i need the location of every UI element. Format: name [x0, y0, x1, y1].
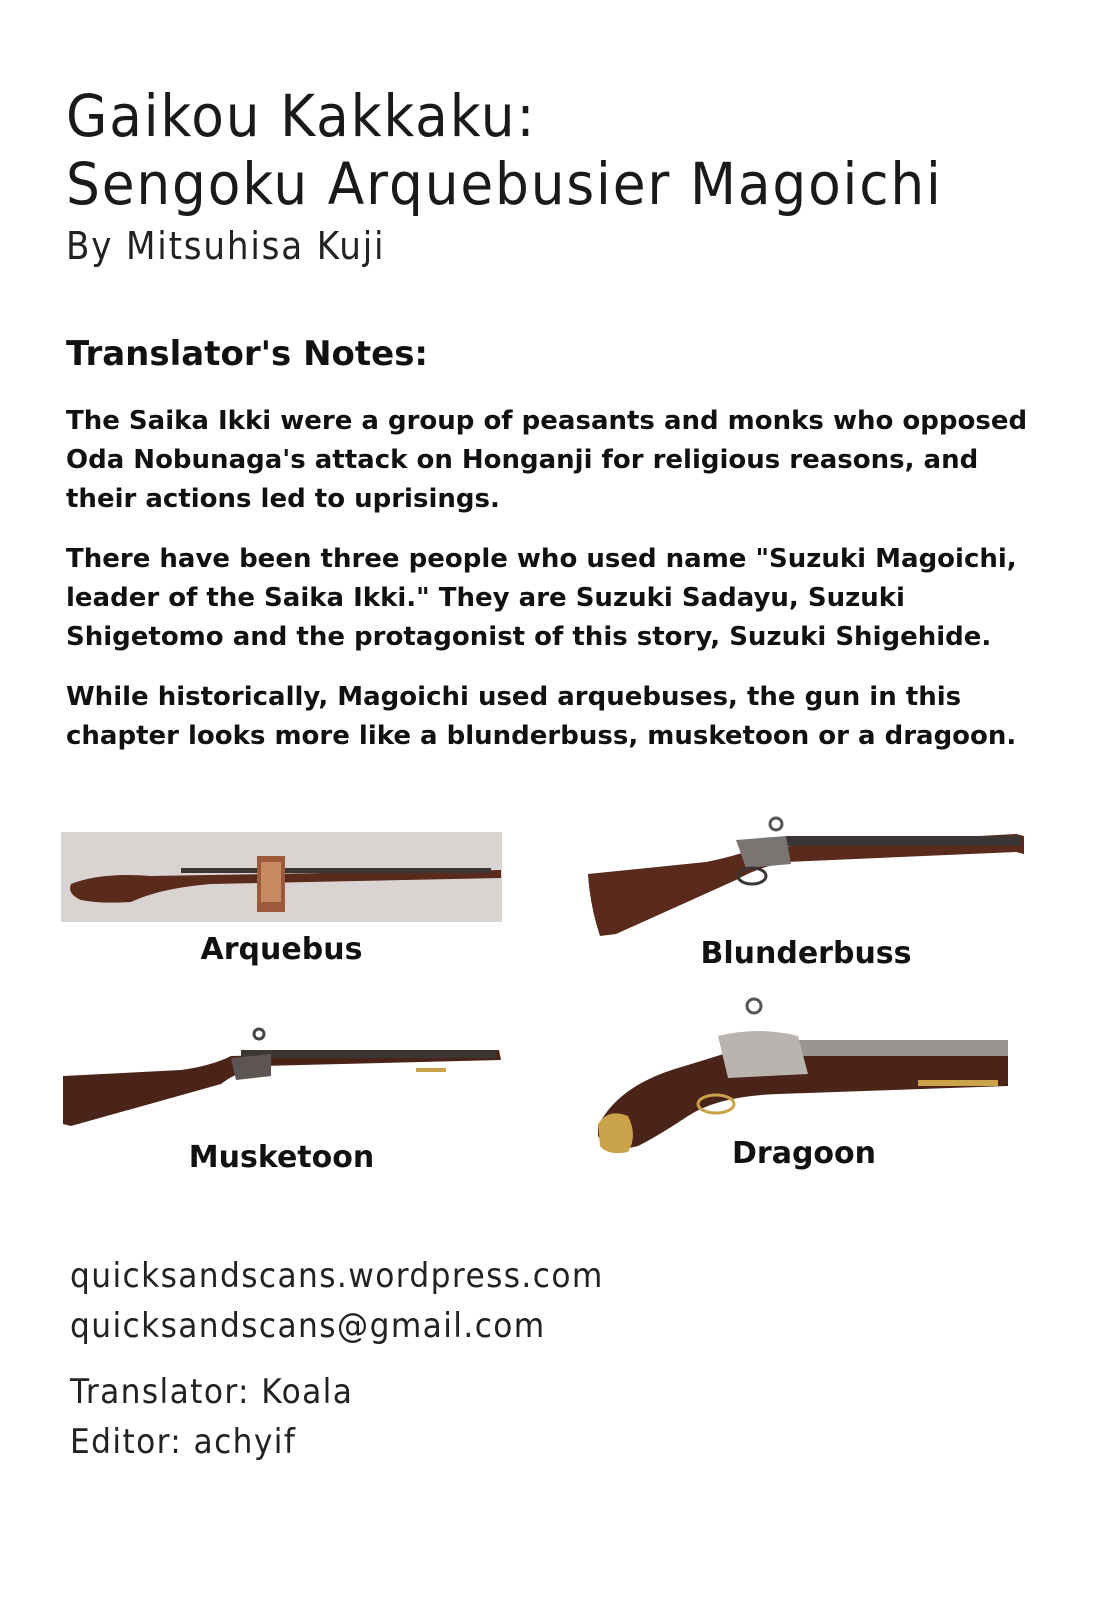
email-link[interactable]: quicksandscans@gmail.com — [70, 1306, 546, 1346]
note-paragraph-2: There have been three people who used name "Suzuki Magoichi, leader of the Saika Ikki." They are Suzuki Sadayu, Suzuki Shigetomo and the protagonist of this story, Suzuki Shigehide. — [66, 544, 1017, 652]
title-line-2: Sengoku Arquebusier Magoichi — [66, 150, 943, 218]
website-link[interactable]: quicksandscans.wordpress.com — [70, 1256, 604, 1296]
musketoon-image — [61, 1026, 502, 1130]
note-paragraph-3: While historically, Magoichi used arquebuses, the gun in this chapter looks more like a blunderbuss, musketoon or a dragoon. — [66, 682, 1017, 751]
editor-credit: Editor: achyif — [70, 1422, 297, 1462]
page-title — [66, 82, 943, 218]
notes-heading: Translator's Notes: — [66, 334, 429, 374]
arquebus-caption: Arquebus — [200, 932, 363, 967]
translator-credit: Translator: Koala — [70, 1372, 354, 1412]
blunderbuss-image — [586, 816, 1026, 940]
musketoon-caption: Musketoon — [188, 1140, 375, 1175]
dragoon-image — [598, 996, 1010, 1158]
dragoon-caption: Dragoon — [732, 1136, 876, 1171]
arquebus-image — [61, 832, 502, 922]
blunderbuss-caption: Blunderbuss — [700, 936, 912, 971]
note-paragraph-1: The Saika Ikki were a group of peasants and monks who opposed Oda Nobunaga's attack on Honganji for religious reasons, and their actions led to uprisings. — [66, 406, 1028, 514]
author-byline: By Mitsuhisa Kuji — [66, 224, 386, 268]
title-line-1: Gaikou Kakkaku: — [66, 82, 537, 150]
